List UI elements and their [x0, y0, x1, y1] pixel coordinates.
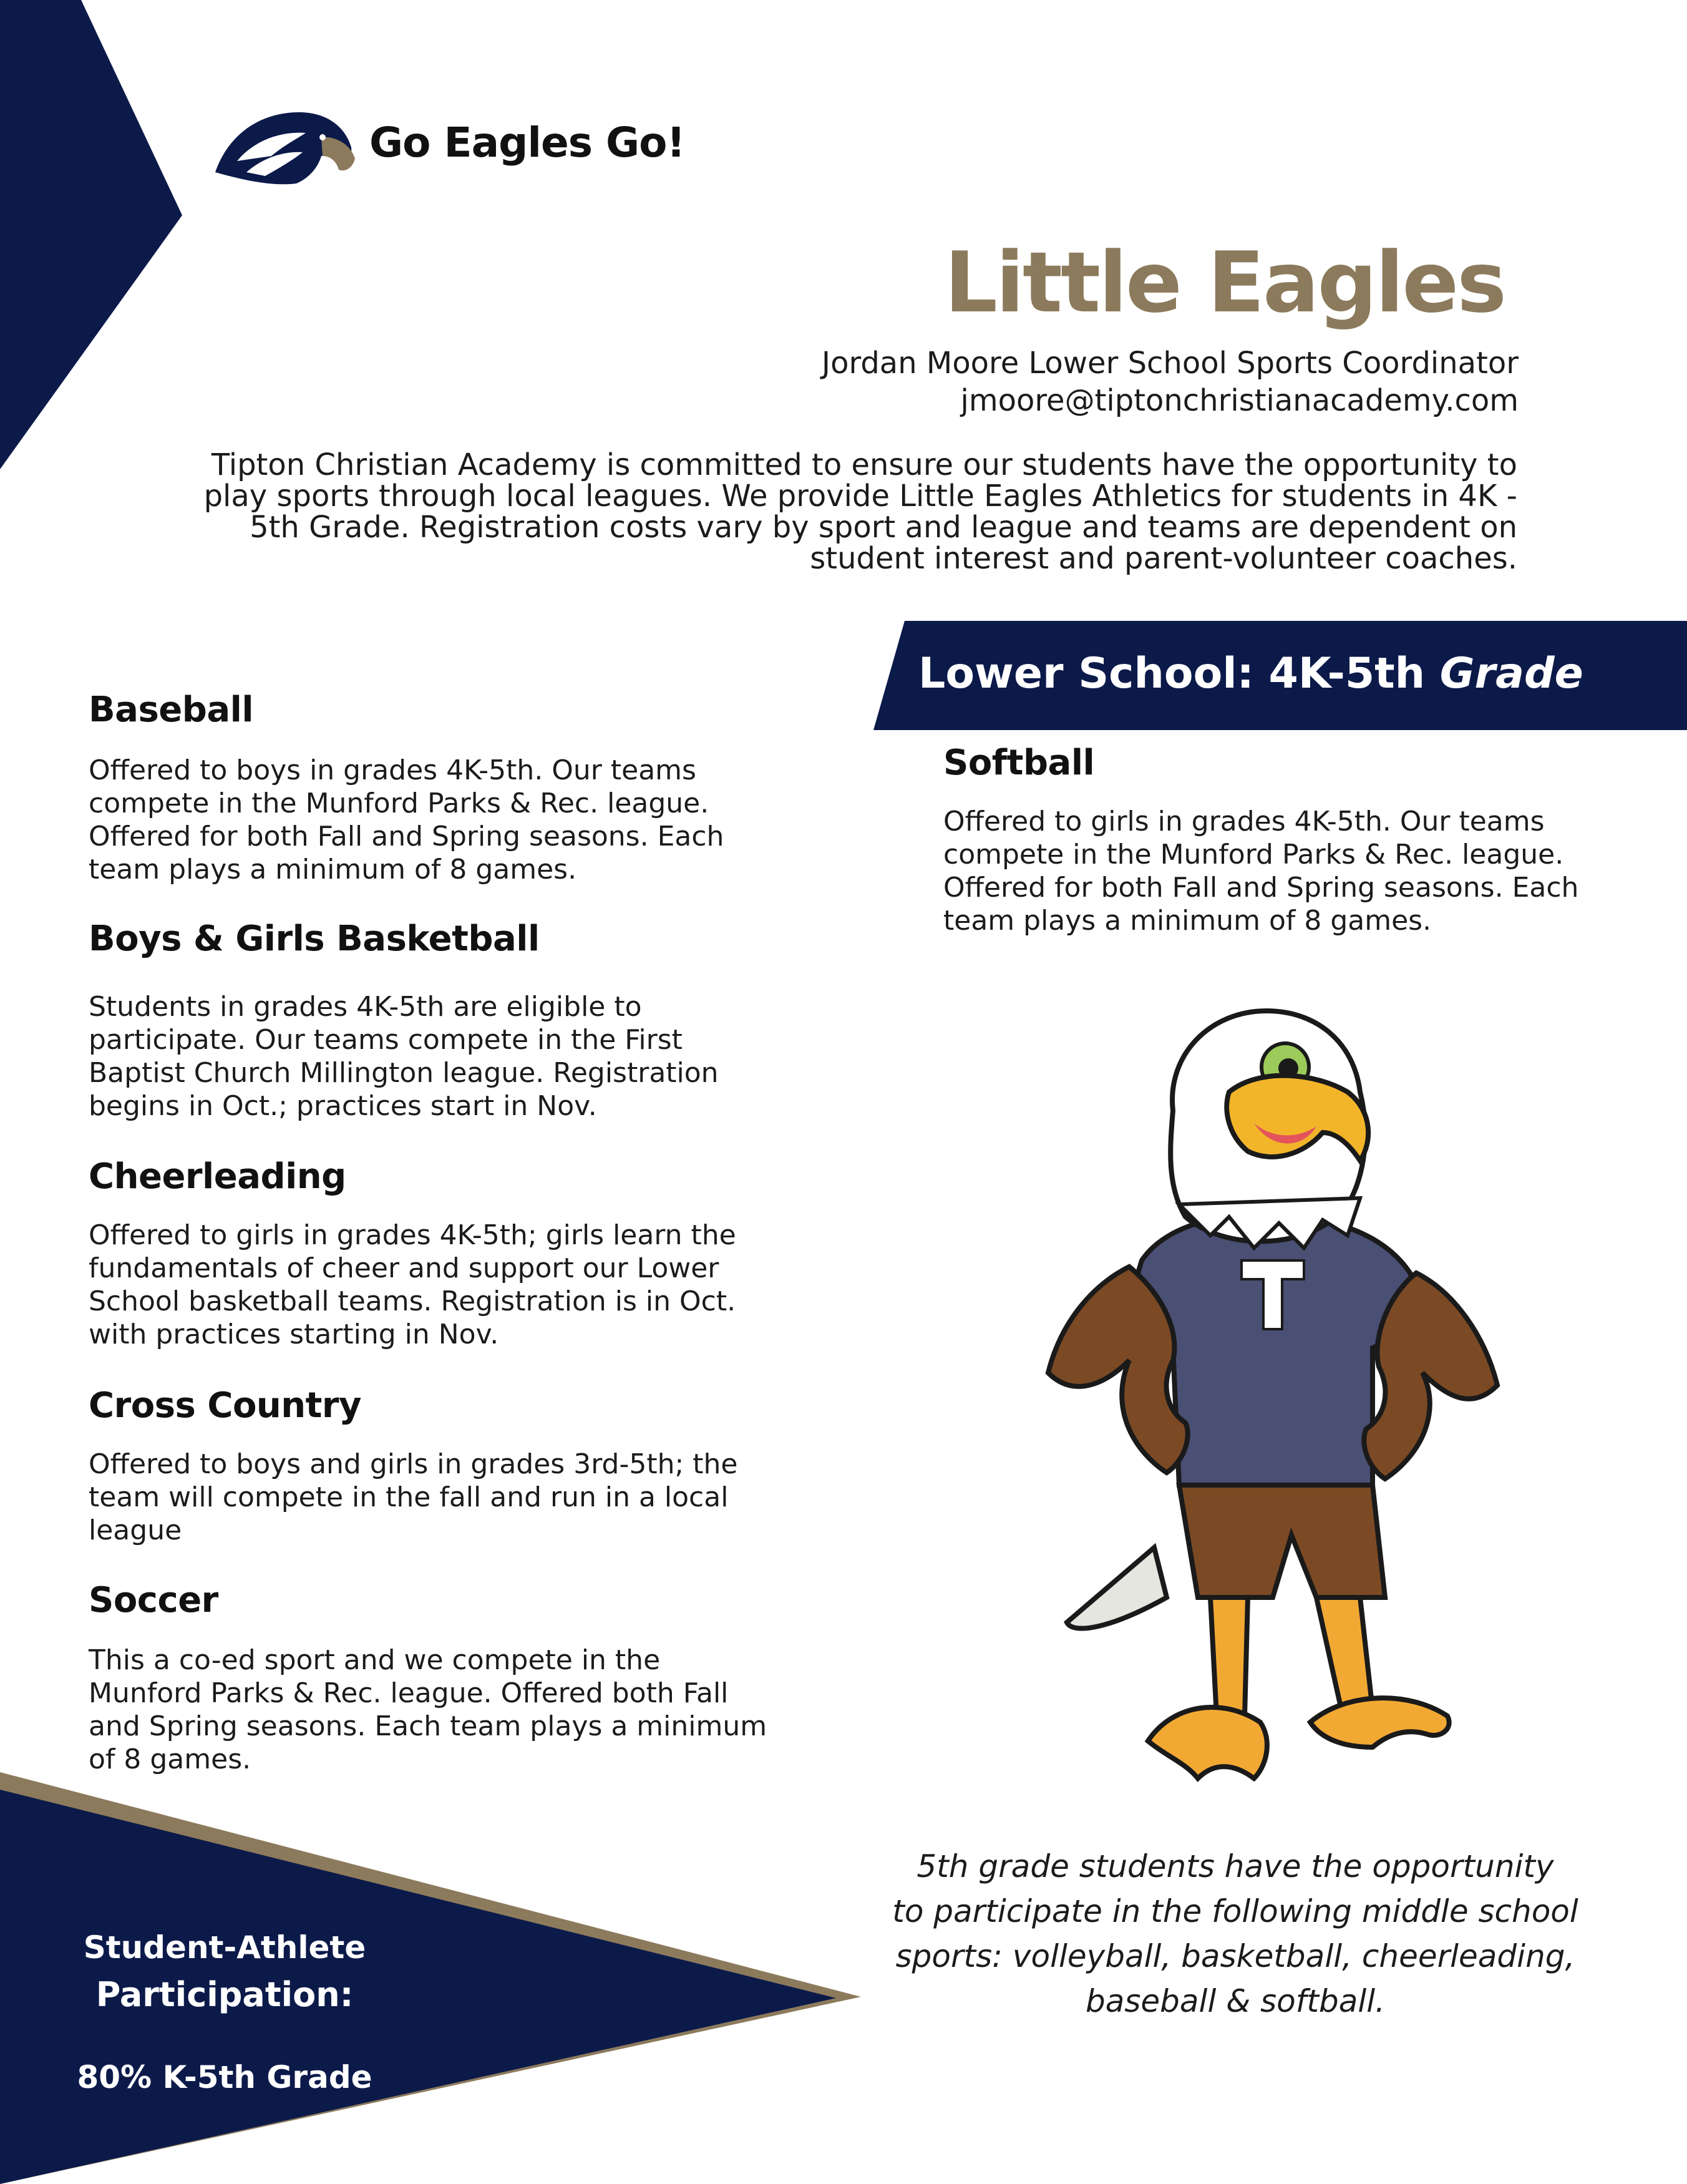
- intro-line: Tipton Christian Academy is committed to ensure our students have the opportunity to: [211, 447, 1517, 482]
- sport-desc-soccer: This a co-ed sport and we compete in the Munford Parks & Rec. league. Offered both Fall and Spring seasons. Each team plays a minimum of 8 games.: [89, 1644, 767, 1775]
- top-left-navy-chevron: [0, 0, 187, 474]
- tagline: Go Eagles Go!: [369, 119, 685, 167]
- intro-line: play sports through local leagues. We provide Little Eagles Athletics for students in 4K -: [203, 479, 1517, 514]
- sport-heading-basketball: Boys & Girls Basketball: [89, 919, 540, 959]
- page-title: Little Eagles: [944, 234, 1505, 331]
- middle-school-note: [861, 1844, 1610, 2024]
- sport-heading-baseball: Baseball: [89, 690, 254, 730]
- coordinator-email[interactable]: jmoore@tiptonchristianacademy.com: [960, 383, 1519, 418]
- note-line: sports: volleyball, basketball, cheerleading,: [895, 1938, 1575, 1974]
- sport-heading-softball: Softball: [943, 743, 1095, 783]
- eagle-head-icon: [203, 99, 356, 186]
- intro-line: 5th Grade. Registration costs vary by sport and league and teams are dependent on: [250, 510, 1517, 545]
- coordinator-info: [822, 344, 1519, 419]
- intro-line: student interest and parent-volunteer coaches.: [810, 541, 1517, 576]
- sport-desc-softball: Offered to girls in grades 4K-5th. Our teams compete in the Munford Parks & Rec. league. Offered for both Fall and Spring seasons. Each team plays a minimum of 8 games.: [943, 806, 1579, 937]
- sport-desc-cheerleading: Offered to girls in grades 4K-5th; girls learn the fundamentals of cheer and support our Lower School basketball teams. Registration is in Oct. with practices starting in Nov.: [89, 1219, 736, 1350]
- section-banner-title: [918, 649, 1583, 698]
- intro-paragraph: [168, 449, 1517, 574]
- sport-heading-cross-country: Cross Country: [89, 1385, 362, 1426]
- participation-title: [37, 1924, 412, 2019]
- note-line: 5th grade students have the opportunity: [916, 1848, 1554, 1884]
- coordinator-name: Jordan Moore Lower School Sports Coordinator: [821, 346, 1519, 381]
- sport-heading-soccer: Soccer: [89, 1580, 218, 1621]
- participation-stat: 80% K-5th Grade: [77, 2059, 372, 2095]
- participation-line1: Student-Athlete: [83, 1929, 366, 1966]
- note-line: baseball & softball.: [1085, 1983, 1386, 2019]
- sport-desc-baseball: Offered to boys in grades 4K-5th. Our teams compete in the Munford Parks & Rec. league. Offered for both Fall and Spring seasons. Each team plays a minimum of 8 games.: [89, 754, 724, 885]
- note-line: to participate in the following middle school: [892, 1893, 1578, 1929]
- sport-desc-cross-country: Offered to boys and girls in grades 3rd-5th; the team will compete in the fall and run in a local league: [89, 1448, 738, 1546]
- participation-line2: Participation:: [95, 1975, 354, 2014]
- banner-prefix: Lower School: 4K-5th: [918, 649, 1440, 698]
- eagle-mascot-icon: [1023, 998, 1522, 1797]
- sport-desc-basketball: Students in grades 4K-5th are eligible to participate. Our teams compete in the First Baptist Church Millington league. Registration begins in Oct.; practices start in Nov.: [89, 991, 719, 1122]
- banner-italic: Grade: [1439, 649, 1583, 698]
- sport-heading-cheerleading: Cheerleading: [89, 1156, 346, 1197]
